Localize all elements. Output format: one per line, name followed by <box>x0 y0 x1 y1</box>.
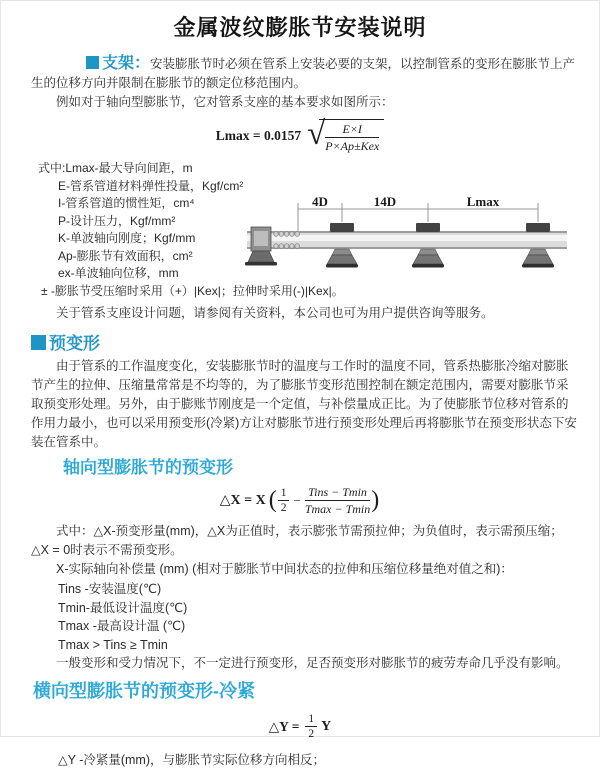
formula-lhs: △Y = <box>268 718 300 734</box>
lmax-formula <box>1 115 599 153</box>
variable-definition: 式中:Lmax-最大导向间距，m <box>38 161 193 175</box>
support-example-line: 例如对于轴向型膨胀节，它对管系支座的基本要求如图所示： <box>56 95 394 109</box>
temperature-definition: Tmin-最低设计温度(℃) <box>58 600 188 615</box>
support-heading-label: 支架： <box>102 55 151 72</box>
x-definition-line: X-实际轴向补偿量 (mm) (相对于膨胀节中间状态的拉伸和压缩位移量绝对值之和)： <box>56 562 513 576</box>
lateral-predeform-formula <box>1 713 599 740</box>
dimension-label-lmax: Lmax <box>466 194 500 209</box>
lateral-note-line: △Y -冷紧量(mm)，与膨胀节实际位移方向相反； <box>58 753 326 767</box>
formula-numerator: E×I <box>325 122 379 138</box>
minus-sign: − <box>293 492 301 508</box>
lateral-predeform-heading: 横向型膨胀节的预变形-冷紧 <box>33 681 255 701</box>
axial-predeform-formula <box>1 485 599 516</box>
half-numerator: 1 <box>278 487 290 501</box>
section-marker-icon <box>31 335 46 350</box>
support-intro-paragraph <box>31 54 577 93</box>
predeform-section-heading <box>31 334 599 354</box>
formula-denominator: P×Ap±Kex <box>325 139 380 153</box>
half-numerator: 1 <box>305 713 317 727</box>
half-denominator: 2 <box>308 728 315 740</box>
variable-definition: Ap-膨胀节有效面积，cm² <box>58 248 193 263</box>
formula-lhs: △X = X <box>219 493 266 508</box>
variable-definition: E-管系管道材料弹性投量，Kgf/cm² <box>58 178 244 193</box>
axial-general-note: 一般变形和受力情况下，不一定进行预变形，足否预变形对膨胀节的疲劳寿命几乎没有影响。 <box>56 656 569 670</box>
variable-definition: ± -膨胀节受压缩时采用（+）|Kex|；拉伸时采用(-)|Kex|。 <box>41 283 344 298</box>
variable-definition: I-管系管道的惯性矩，cm⁴ <box>58 196 195 210</box>
support-note-line: 关于管系支座设计问题，请参阅有关资料，本公司也可为用户提供咨询等服务。 <box>56 306 494 320</box>
dimension-label-14d: 14D <box>373 194 397 209</box>
temperature-definitions-list <box>1 580 599 654</box>
temperature-inequality: Tmax > Tins ≥ Tmin <box>58 637 168 652</box>
temperature-definition: Tins -安装温度(℃) <box>58 582 162 596</box>
page-title: 金属波纹膨胀节安装说明 <box>173 15 427 40</box>
close-paren: ) <box>371 486 380 513</box>
variable-definition: ex-单波轴向位移，mm <box>58 266 179 280</box>
temperature-definition: Tmax -最高设计温 (℃) <box>58 619 186 633</box>
radical-expression <box>307 115 384 153</box>
half-denominator: 2 <box>280 502 287 514</box>
temp-denominator: Tmax − Tmin <box>304 502 371 516</box>
formula-rhs: Y <box>321 718 332 734</box>
predeform-heading-label: 预变形 <box>49 334 100 353</box>
formula-lhs: Lmax = 0.0157 <box>215 128 302 143</box>
variable-definition: P-设计压力，Kgf/mm² <box>58 213 176 228</box>
predeform-paragraph: 由于管系的工作温度变化，安装膨胀节时的温度与工作时的温度不同，管系热膨胀冷缩对膨胀节产生的拉伸、压缩量常常是不均等的，为了膨胀节变形范围控制在额定范围内，需要对膨胀节采取预变形处理。另外，由于膨账节刚度是一个定值，与补偿量成正比。为了使膨胀节位移对管系的作用力最小，也可以采用预变形(冷紧)方让对膨胀节进行预变形处理后再将膨胀节在预变形状态下安装在管系中。 <box>31 359 577 449</box>
support-spacing-diagram <box>239 191 599 291</box>
section-marker-icon <box>86 56 99 69</box>
dimension-label-4d: 4D <box>312 194 328 209</box>
open-paren: ( <box>268 486 277 513</box>
support-intro-text: 安装膨胀节时必须在管系上安装必要的支架，以控制管系的变形在膨胀节上产生的位移方向并限制在膨胀节的额定位移范围内。 <box>31 57 576 90</box>
radical-sign-icon: √ <box>307 115 326 152</box>
variable-definition: K-单波轴向刚度；Kgf/mm <box>58 231 196 245</box>
axial-predeform-heading: 轴向型膨胀节的预变形 <box>63 458 233 477</box>
axial-formula-explanation: 式中：△X-预变形量(mm)，△X为正值时，表示膨张节需预拉伸；为负值时，表示需预压缩；△X = 0时表示不需预变形。 <box>31 524 563 557</box>
temp-numerator: Tins − Tmin <box>305 485 370 501</box>
support-section-heading <box>86 55 150 72</box>
